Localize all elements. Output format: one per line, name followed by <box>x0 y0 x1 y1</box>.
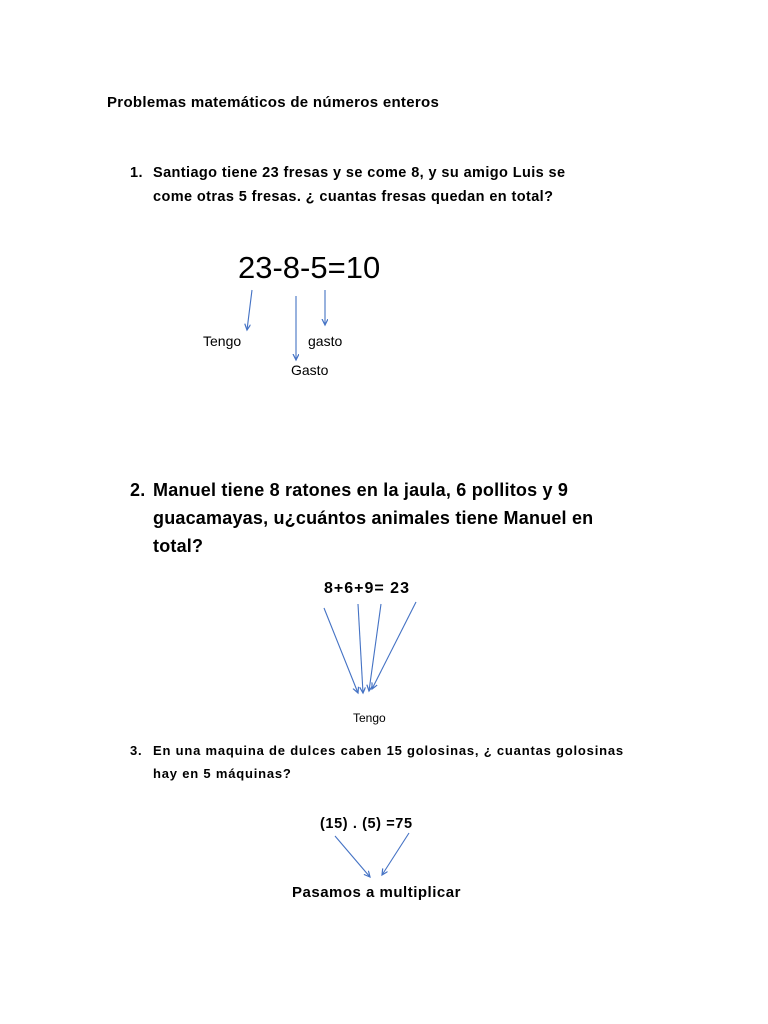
label-gasto-2: Gasto <box>291 362 329 378</box>
arrow-23 <box>372 602 416 689</box>
problem-2-line-3: total? <box>153 536 204 556</box>
label-tengo-1: Tengo <box>203 333 242 349</box>
problem-2-equation: 8+6+9= 23 <box>324 580 410 597</box>
problem-3-number: 3. <box>130 743 143 758</box>
problem-1-equation: 23-8-5=10 <box>238 250 381 285</box>
arrow-8 <box>324 608 358 693</box>
problem-1-number: 1. <box>130 165 143 181</box>
problem-1-line-1: Santiago tiene 23 fresas y se come 8, y su amigo Luis se <box>153 165 566 181</box>
arrow-15 <box>335 836 370 877</box>
problem-1-line-2: come otras 5 fresas. ¿ cuantas fresas quedan en total? <box>153 189 554 205</box>
problem-3-line-1: En una maquina de dulces caben 15 golosinas, ¿ cuantas golosinas <box>153 743 624 758</box>
page-title: Problemas matemáticos de números enteros <box>107 94 440 111</box>
arrow-9 <box>369 604 381 691</box>
problem-2-line-2: guacamayas, u¿cuántos animales tiene Manuel en <box>153 508 594 528</box>
problem-3-line-2: hay en 5 máquinas? <box>153 766 292 781</box>
label-tengo-2: Tengo <box>353 711 386 725</box>
label-pasamos-a-multiplicar: Pasamos a multiplicar <box>292 884 461 901</box>
problem-2-number: 2. <box>130 480 146 500</box>
arrow-5 <box>382 833 409 875</box>
arrow-tengo-1 <box>247 290 252 330</box>
problem-3-equation: (15) . (5) =75 <box>320 816 413 832</box>
problem-2-line-1: Manuel tiene 8 ratones en la jaula, 6 pollitos y 9 <box>153 480 569 500</box>
arrow-6 <box>358 604 363 693</box>
label-gasto-1: gasto <box>308 333 343 349</box>
